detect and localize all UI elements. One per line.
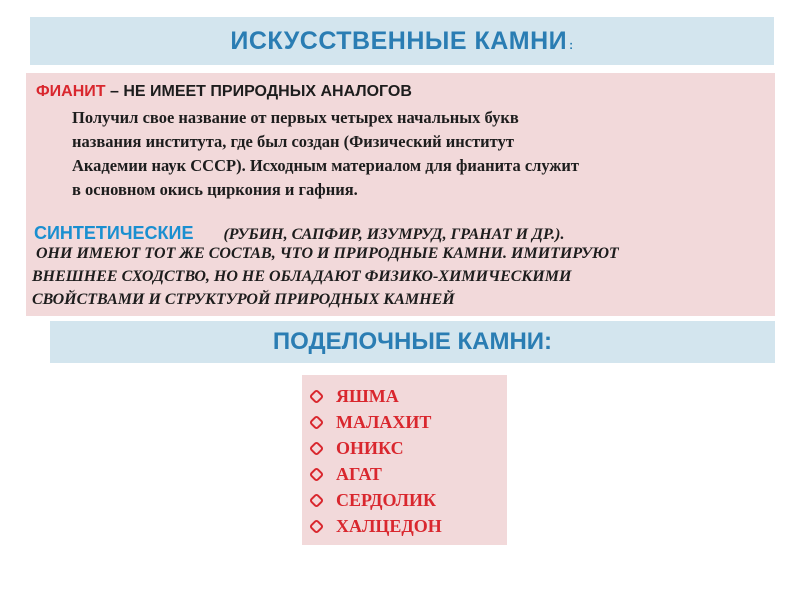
fianit-text-line: названия института, где был создан (Физический институт [72,132,514,151]
fianit-name: ФИАНИТ [36,83,106,100]
stone-name: ЯШМА [336,385,399,406]
title-banner [30,17,774,65]
diamond-bullet-icon [309,440,325,456]
section-title: ПОДЕЛОЧНЫЕ КАМНИ: [272,328,553,355]
subtitle-banner [50,321,775,363]
synthetic-heading [34,223,564,244]
fianit-heading-rest: – НЕ ИМЕЕТ ПРИРОДНЫХ АНАЛОГОВ [105,83,412,100]
synthetic-text-line: ОНИ ИМЕЮТ ТОТ ЖЕ СОСТАВ, ЧТО И ПРИРОДНЫЕ КАМНИ. ИМИТИРУЮТ [36,245,619,262]
synthetic-label: СИНТЕТИЧЕСКИЕ [34,223,194,243]
list-item [308,487,442,513]
stone-name: ОНИКС [336,437,404,458]
diamond-bullet-icon [309,388,325,404]
synthetic-examples: (РУБИН, САПФИР, ИЗУМРУД, ГРАНАТ И ДР.). [223,226,565,243]
artificial-stones-panel [26,73,775,316]
fianit-text-line: Получил свое название от первых четырех начальных букв [72,108,519,127]
diamond-bullet-icon [309,466,325,482]
list-item [308,409,442,435]
diamond-bullet-icon [309,492,325,508]
stone-name: СЕРДОЛИК [336,489,437,510]
page-title-text: ИСКУССТВЕННЫЕ КАМНИ [230,26,568,55]
diamond-bullet-icon [309,518,325,534]
stone-name: АГАТ [336,463,382,484]
list-item [308,461,442,487]
synthetic-text-line: ВНЕШНЕЕ СХОДСТВО, НО НЕ ОБЛАДАЮТ ФИЗИКО-ХИМИЧЕСКИМИ [32,268,572,285]
list-item [308,435,442,461]
fianit-text-line: Академии наук СССР). Исходным материалом для фианита служит [72,156,580,175]
fianit-text-line: в основном окись циркония и гафния. [72,180,358,199]
list-item [308,513,442,539]
stones-list [308,383,442,539]
page-title [230,27,573,56]
fianit-heading [36,83,412,101]
stone-name: МАЛАХИТ [336,411,432,432]
page-title-colon: : [569,37,574,52]
synthetic-text-line: СВОЙСТВАМИ И СТРУКТУРОЙ ПРИРОДНЫХ КАМНЕЙ [32,291,455,308]
diamond-bullet-icon [309,414,325,430]
stone-name: ХАЛЦЕДОН [336,515,442,536]
ornamental-stones-panel [302,375,507,545]
list-item [308,383,442,409]
